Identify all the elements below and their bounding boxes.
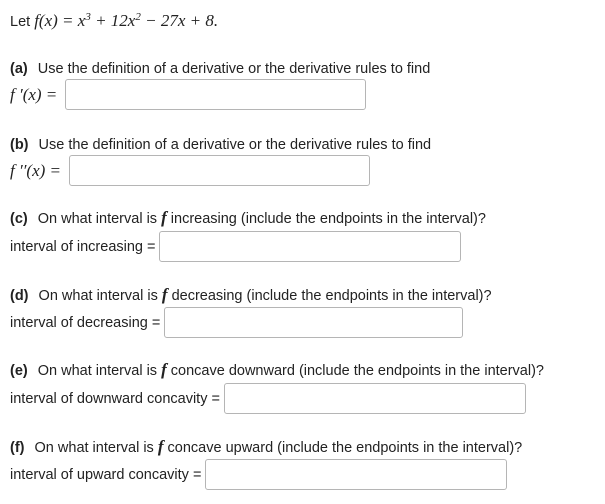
part-b-answer-row [10, 155, 370, 186]
part-e-question [10, 361, 544, 380]
part-c-answer-input[interactable] [159, 231, 461, 262]
part-a-label: (a) [10, 61, 28, 77]
part-d-question [10, 286, 492, 305]
part-d-text-before: On what interval is [38, 288, 158, 304]
part-c-text-before: On what interval is [37, 211, 158, 227]
problem-statement [10, 12, 218, 31]
part-e-f-symbol: f [161, 360, 167, 379]
part-e-text-before: On what interval is [37, 363, 158, 379]
part-a-text: Use the definition of a derivative or the derivative rules to find [37, 61, 431, 77]
part-a-answer-label: f ′(x) = [10, 84, 58, 104]
part-d-answer-label: interval of decreasing = [10, 314, 161, 331]
intro-lead: Let [10, 14, 31, 30]
part-f-answer-label: interval of upward concavity = [10, 466, 202, 483]
part-c-question [10, 209, 486, 228]
part-b-text: Use the definition of a derivative or the derivative rules to find [38, 137, 432, 153]
part-a-question [10, 60, 430, 78]
part-a-answer-row [10, 79, 366, 110]
part-f-answer-input[interactable] [205, 459, 507, 490]
part-c-f-symbol: f [161, 208, 167, 227]
part-c-text-after: increasing (include the endpoints in the interval)? [170, 211, 486, 227]
part-d-f-symbol: f [161, 285, 168, 304]
part-f-text-before: On what interval is [34, 440, 154, 456]
part-c-answer-label: interval of increasing = [10, 238, 156, 255]
part-d-text-after: decreasing (include the endpoints in the interval)? [171, 288, 492, 304]
function-definition: $f(x) = x^3 + 12x^2 - 27x + 8$. [34, 11, 219, 30]
part-f-question [10, 438, 522, 457]
part-f-f-symbol: f [157, 437, 164, 456]
part-f-answer-row [10, 459, 507, 490]
part-f-text-after: concave upward (include the endpoints in the interval)? [167, 440, 523, 456]
part-e-label: (e) [10, 363, 28, 379]
part-d-answer-input[interactable] [164, 307, 463, 338]
part-f-label: (f) [10, 440, 25, 456]
part-a-answer-input[interactable] [65, 79, 366, 110]
part-b-answer-input[interactable] [69, 155, 370, 186]
part-b-answer-label: f ′′(x) = [10, 160, 61, 180]
part-c-answer-row [10, 231, 461, 262]
part-d-label: (d) [10, 288, 29, 304]
part-d-answer-row [10, 307, 463, 338]
part-b-question [10, 136, 431, 154]
part-e-text-after: concave downward (include the endpoints in the interval)? [170, 363, 544, 379]
part-e-answer-row [10, 383, 526, 414]
part-b-label: (b) [10, 137, 29, 153]
part-e-answer-label: interval of downward concavity = [10, 390, 220, 407]
part-e-answer-input[interactable] [224, 383, 526, 414]
part-c-label: (c) [10, 211, 28, 227]
